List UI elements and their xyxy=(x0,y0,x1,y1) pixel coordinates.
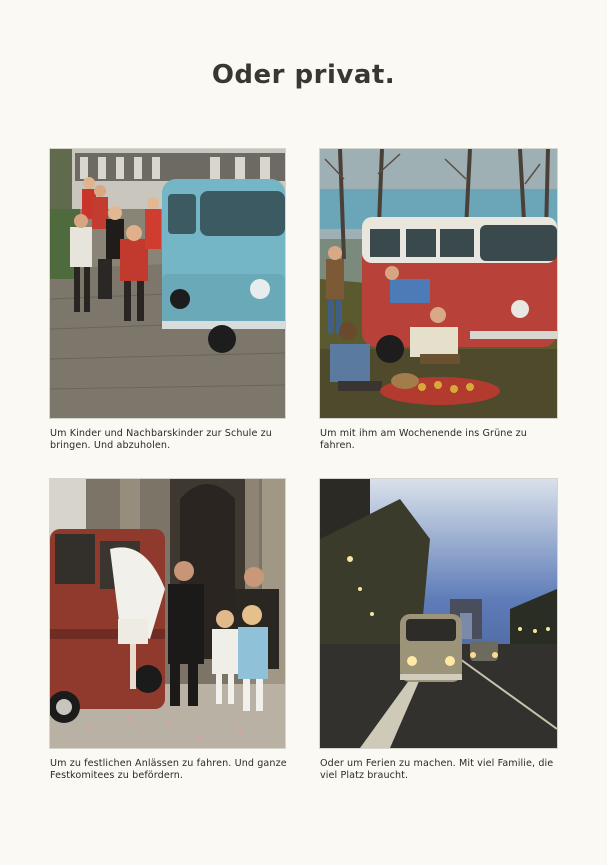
page-title: Oder privat. xyxy=(211,60,396,90)
caption-school-run: Um Kinder und Nachbarskinder zur Schule zu bringen. Und abzuholen. xyxy=(50,428,272,451)
caption-holiday-drive: Oder um Ferien zu machen. Mit viel Familie, die viel Platz braucht. xyxy=(320,758,554,781)
photo-festive-occasion xyxy=(50,479,285,748)
photo-weekend-picnic xyxy=(320,149,557,418)
caption-weekend-picnic: Um mit ihm am Wochenende ins Grüne zu fahren. xyxy=(320,428,527,451)
caption-festive-occasion: Um zu festlichen Anlässen zu fahren. Und ganze Festkomitees zu befördern. xyxy=(50,758,287,781)
photo-holiday-drive xyxy=(320,479,557,748)
photo-school-run xyxy=(50,149,285,418)
